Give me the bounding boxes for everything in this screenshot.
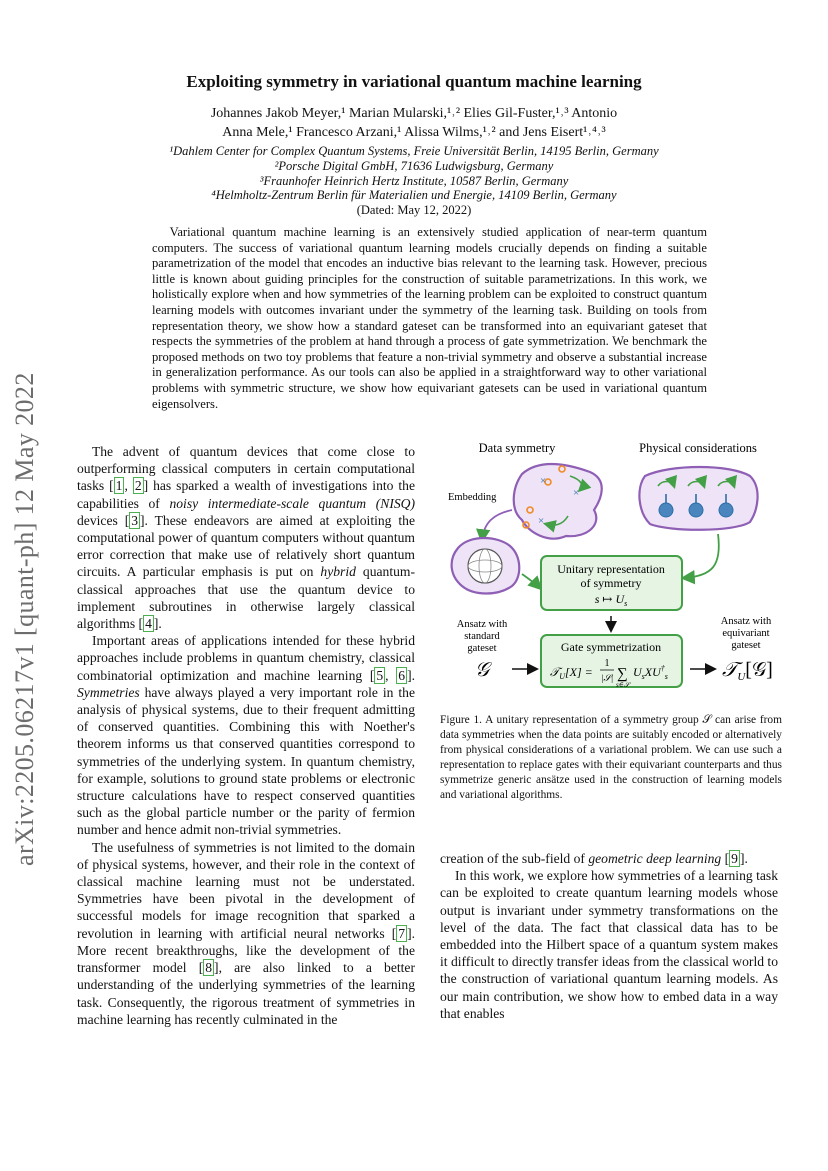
label-ansatz-equivariant: gateset (731, 640, 761, 651)
physical-considerations-blob (639, 467, 757, 530)
citation-link[interactable]: 6 (398, 667, 406, 683)
data-point-marker: × (573, 487, 580, 499)
svg-text:UsXU†s: $U_sXU^\dagger_s$ (633, 664, 668, 681)
gate-symmetrization-title: Gate symmetrization (560, 640, 662, 654)
affiliation-2: ²Porsche Digital GmbH, 71636 Ludwigsburg, Germany (274, 158, 554, 173)
authors-line-2: Anna Mele,¹ Francesco Arzani,¹ Alissa Wilms,¹˒² and Jens Eisert¹˒⁴˒³ (222, 125, 606, 140)
citation-link[interactable]: 9 (731, 851, 738, 866)
label-ansatz-standard: Ansatz with (456, 619, 508, 630)
data-point-marker: × (540, 475, 547, 487)
citation-link[interactable]: 1 (115, 478, 123, 494)
figure-1-diagram (440, 436, 788, 706)
svg-text:|𝒮|: |𝒮| (600, 674, 614, 684)
citation-link[interactable]: 2 (134, 478, 142, 494)
right-column (440, 850, 778, 1022)
arrow-to-representation (522, 574, 540, 588)
citation-link[interactable]: 4 (145, 616, 152, 632)
svg-text:1: 1 (604, 658, 610, 669)
arxiv-stamp: arXiv:2205.06217v1 [quant-ph] 12 May 2022 (10, 372, 39, 866)
author-list (150, 104, 678, 142)
unitary-representation-subtitle: of symmetry (580, 576, 642, 590)
date-line: (Dated: May 12, 2022) (356, 203, 472, 218)
svg-text:s∈𝒮: s∈𝒮 (616, 681, 630, 689)
bloch-sphere-icon (468, 549, 502, 583)
paper-title: Exploiting symmetry in variational quantum machine learning (186, 72, 642, 91)
equivariant-gateset-symbol: 𝒯$_U$[𝒢] (722, 659, 773, 683)
label-ansatz-standard: gateset (467, 643, 497, 654)
data-point-marker: × (538, 515, 545, 527)
citation-link[interactable]: 8 (205, 960, 213, 976)
left-column (77, 443, 415, 1028)
arrow-to-representation (684, 534, 719, 578)
unitary-map-formula: s ↦ $U_s$ (594, 592, 628, 608)
intro-paragraph-3: The usefulness of symmetries is not limited to the domain of physical systems, however, and their role in the context of classical machine learning must not be understated. Symmetries have been pivotal in the development of successful models for image recognition that sparked a revolution in learning with artificial neural networks [ 7 ]. More recent breakthroughs, like the development of the transformer model [ 8 ], are also linked to a better understanding of the underlying symmetries of the learning task. Consequently, the rigorous treatment of symmetries in machine learning has recently culminated in the (77, 839, 415, 1027)
abstract (152, 225, 707, 412)
citation-link[interactable]: 5 (376, 667, 384, 683)
embedding-arrow (482, 510, 512, 540)
label-embedding: Embedding (448, 492, 497, 503)
affiliation-3: ³Fraunhofer Heinrich Hertz Institute, 10587 Berlin, Germany (259, 173, 569, 188)
label-physical-considerations: Physical considerations (639, 441, 757, 455)
affiliation-4: ⁴Helmholtz-Zentrum Berlin für Materialien und Energie, 14109 Berlin, Germany (211, 188, 617, 203)
label-ansatz-equivariant: Ansatz with (720, 616, 772, 627)
label-ansatz-standard: standard (464, 631, 500, 642)
abstract-text: Variational quantum machine learning is an extensively studied application of near-term quantum computers. The success of variational quantum learning models crucially depends on finding a suitable parametrization of the model that encodes an inductive bias relevant to the learning task. However, precious little is known about guiding principles for the construction of suitable parametrizations. In this work, we holistically explore when and how symmetries of the learning problem can be exploited to construct quantum learning models with outcomes invariant under the symmetry of the learning task. Building on tools from representation theory, we show how a standard gateset can be transformed into an equivariant gateset that respects the symmetries of the problem at hand through a process of gate symmetrization. We benchmark the proposed methods on two toy problems that feature a non-trivial symmetry and observe a substantial increase in generalization performance. As our tools can also be applied in a straightforward way to other variational problems with symmetric structure, we show how equivariant gatesets can be used in variational quantum eigensolvers. (152, 225, 707, 411)
label-data-symmetry: Data symmetry (478, 441, 556, 455)
svg-text:∑: ∑ (617, 666, 628, 682)
intro-paragraph-1: The advent of quantum devices that come close to outperforming classical computers in certain computational tasks [ 1 , 2 ] has sparked a wealth of investigations into the capabilities of noisy intermediate-scale quantum (NISQ) devices [ 3 ]. These endeavors are aimed at exploiting the computational power of quantum computers without quantum error correction that make use of relatively short quantum circuits. A particular emphasis is put on hybrid quantum-classical approaches that use the quantum device to implement subroutines in otherwise largely classical algorithms [ 4 ]. (77, 444, 416, 632)
affiliation-1: ¹Dahlem Center for Complex Quantum Systems, Freie Universität Berlin, 14195 Berlin, Germany (169, 144, 659, 158)
figure-1-caption: Figure 1. A unitary representation of a symmetry group 𝒮 can arise from data symmetries when the data points are suitably encoded or alternatively from physical considerations of a variational problem. We can use such a representation to replace gates with their equivariant counterparts and thus symmetrize generic ansätze used in the construction of learning models and variational algorithms. (440, 714, 782, 802)
affiliations (100, 144, 728, 218)
gateset-symbol: 𝒢 (474, 659, 490, 681)
continued-paragraph: creation of the sub-field of geometric deep learning [ 9 ]. (440, 851, 748, 866)
intro-paragraph-2: Important areas of applications intended for these hybrid approaches include problems in quantum chemistry, classical combinatorial optimization and machine learning [ 5 , 6 ]. Symmetries have always played a very important role in the analysis of physical systems, due to their frequent admitting of conserved quantities. Combining this with Noether's theorem informs us that conserved quantities correspond to symmetries of the underlying system. In quantum chemistry, for example, solutions to ground state problems or electronic structure calculations have to respect conserved quantities such as the global particle number or the parity of fermion number and hence admit non-trivial symmetries. (77, 633, 415, 838)
label-ansatz-equivariant: equivariant (722, 628, 770, 639)
citation-link[interactable]: 7 (398, 925, 406, 941)
authors-line-1: Johannes Jakob Meyer,¹ Marian Mularski,¹˒² Elies Gil-Fuster,¹˒³ Antonio (210, 106, 618, 121)
unitary-representation-title: Unitary representation (557, 562, 665, 576)
citation-link[interactable]: 3 (131, 512, 139, 528)
contribution-paragraph: In this work, we explore how symmetries of a learning task can be exploited to create quantum learning models whose output is invariant under symmetry transformations on the level of the data. The fact that classical data has to be embedded into the Hilbert space of a quantum system makes it difficult to directly transfer ideas from the classical world to the construction of variational quantum learning models. As our main contribution, we show how to embed data in a way that enables (440, 868, 778, 1021)
svg-text:𝒯U[X] =: 𝒯$_U$[X] = (550, 665, 593, 681)
